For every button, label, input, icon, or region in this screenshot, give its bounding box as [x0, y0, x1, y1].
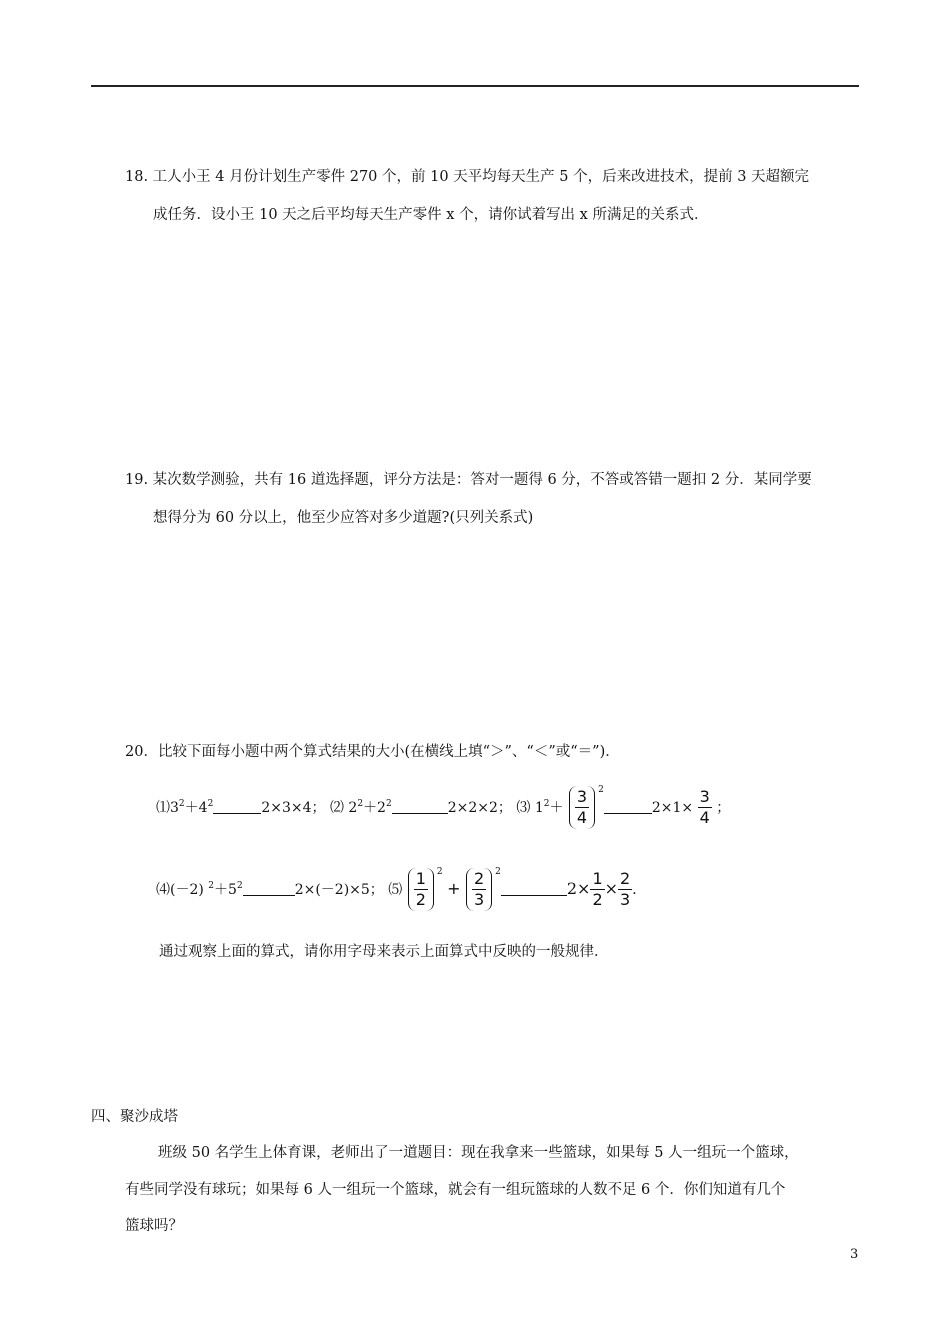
- q19-line2: 想得分为 60 分以上，他至少应答对多少道题?(只列关系式): [153, 510, 534, 526]
- answer-blank-5[interactable]: [501, 881, 567, 896]
- q20-observe: 通过观察上面的算式，请你用字母来表示上面算式中反映的一般规律．: [159, 944, 609, 960]
- q20-row1: [156, 786, 730, 829]
- header-rule: [91, 85, 859, 87]
- answer-blank-4[interactable]: [243, 881, 295, 896]
- q19-line1: 19. 某次数学测验，共有 16 道选择题，评分方法是：答对一题得 6 分，不答或答错一题扣 2 分．某同学要: [125, 472, 812, 488]
- q20-part5: ⑸ $\frac{1}{2}$ $^2$ + $\frac{2}{3}$ $^2$2× $\frac{1}{2}$ × $\frac{2}{3}$ ．: [388, 866, 647, 909]
- q18-line1: 18. 工人小王 4 月份计划生产零件 270 个，前 10 天平均每天生产 5 个，后来改进技术，提前 3 天超额完: [125, 169, 810, 185]
- q20-part4: ⑷(－2) $^2+5^2$ 2×(－2)×5；: [156, 880, 384, 898]
- q20-part3: ⑶ $1^2+$ $\frac{3}{4}$ $^2$2×1× $\frac{3}{4}$ ；: [516, 784, 731, 827]
- q20-part1: $⑴3^2+4^2$ 2×3×4；: [156, 798, 326, 816]
- answer-blank-3[interactable]: [604, 799, 652, 814]
- section4-line1: 班级 50 名学生上体育课，老师出了一道题目：现在我拿来一些篮球，如果每 5 人一组玩一个篮球，: [158, 1145, 799, 1161]
- answer-blank-2[interactable]: [392, 799, 448, 814]
- q20-part2: ⑵ $2^2+2^2$ 2×2×2；: [329, 798, 512, 816]
- q20-intro: 20．比较下面每小题中两个算式结果的大小(在横线上填“＞”、“＜”或“＝”)．: [125, 744, 620, 760]
- q20-row2: [156, 868, 646, 911]
- fraction-one-half: $\frac{1}{2}$: [592, 869, 603, 909]
- paren-two-thirds: $\frac{2}{3}$: [466, 868, 492, 911]
- section4-line2: 有些同学没有球玩；如果每 6 人一组玩一个篮球，就会有一组玩篮球的人数不足 6 个．你们知道有几个: [125, 1182, 786, 1198]
- paren-three-quarters: $\frac{3}{4}$: [569, 786, 595, 829]
- section4-heading: 四、聚沙成塔: [91, 1109, 178, 1125]
- answer-blank-1[interactable]: [213, 799, 261, 814]
- paren-one-half: $\frac{1}{2}$: [408, 868, 434, 911]
- page-number: 3: [850, 1247, 859, 1262]
- fraction-three-quarters: $\frac{3}{4}$: [699, 787, 710, 827]
- q18-line2: 成任务．设小王 10 天之后平均每天生产零件 x 个，请你试着写出 x 所满足的关系式．: [153, 207, 709, 223]
- fraction-two-thirds: $\frac{2}{3}$: [620, 869, 631, 909]
- section4-line3: 篮球吗？: [125, 1218, 183, 1234]
